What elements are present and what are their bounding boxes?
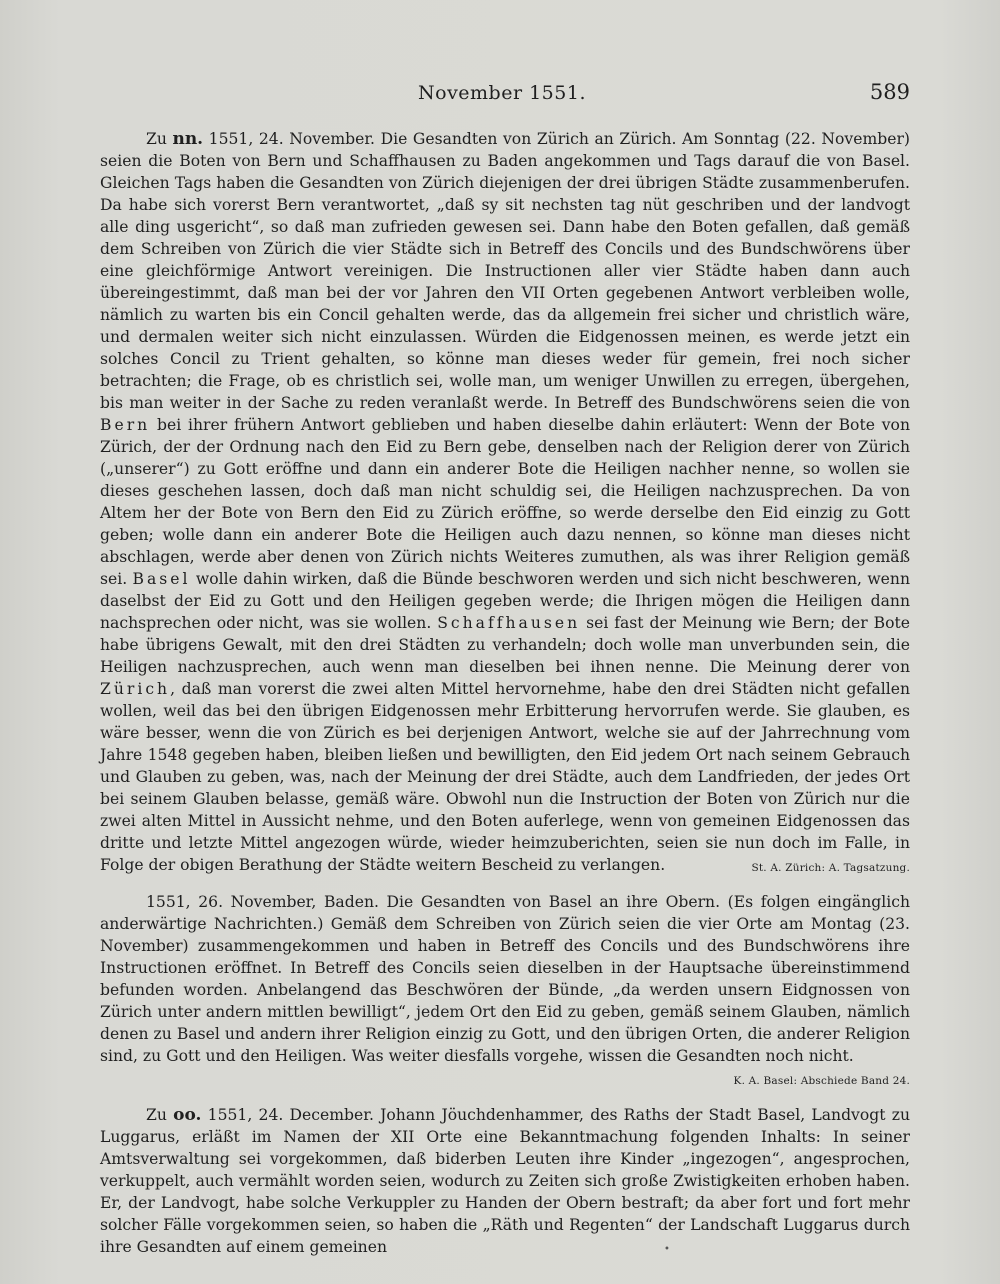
entry-paragraph xyxy=(100,1104,910,1258)
entry-ref: oo. xyxy=(173,1105,202,1125)
spaced-name-bern: Bern xyxy=(100,416,151,434)
printer-mark: • xyxy=(664,1244,670,1255)
entry-prefix: Zu xyxy=(146,1106,174,1124)
page-body xyxy=(100,128,910,1270)
entry-text-part: bei ihrer frühern Antwort geblieben und haben dieselbe dahin erläutert: Wenn der Bote von Zürich, der der Ordnung nach den Eid zu Bern gebe, denselben nach der Religion derer von Zürich („unserer“) zu Gott eröffne und dann ein anderer Bote die Heiligen nachher nenne, so wollen sie dieses geschehen lassen, doch daß man nicht schuldig sei, die Heiligen nachzusprechen. Da von Altem her der Bote von Bern den Eid zu Zürich eröffne, so werde derselbe den Eid einzig zu Gott geben; wolle dann ein anderer Bote die Heiligen auch dazu nennen, so könne man dieses nicht abschlagen, werde aber denen von Zürich nichts Weiteres zumuthen, als was ihrer Religion gemäß sei. xyxy=(100,416,910,588)
source-citation: K. A. Basel: Abschiede Band 24. xyxy=(733,1075,910,1087)
entry-paragraph xyxy=(100,891,910,1087)
page-number: 589 xyxy=(869,80,910,104)
page-header xyxy=(100,82,910,112)
source-citation: St. A. Zürich: A. Tagsatzung. xyxy=(751,862,910,874)
entry-nn xyxy=(100,128,910,879)
entry-text-part: , daß man vorerst die zwei alten Mittel hervornehme, habe den drei Städten nicht gefallen wollen, weil das bei den übrigen Eidgenossen mehr Erbitterung hervorrufen werde. Sie glauben, es wäre besser, wenn die von Zürich es bei derjenigen Antwort, welche sie auf der Jahrrechnung vom Jahre 1548 gegeben haben, bleiben ließen und bewilligten, den Eid jedem Ort nach seinem Gebrauch und Glauben zu geben, was, nach der Meinung der drei Städte, auch dem Landfrieden, der jedes Ort bei seinem Glauben belasse, gemäß wäre. Obwohl nun die Instruction der Boten von Zürich nur die zwei alten Mittel in Aussicht nehme, und den Boten auferlege, wenn von gemeinen Eidgenossen das dritte und letzte Mittel angezogen würde, wieder heimzuberichten, seien sie nun doch im Falle, in Folge der obigen Berathung der Städte weitern Bescheid zu verlangen. xyxy=(100,680,910,874)
spaced-name-basel: Basel xyxy=(132,570,191,588)
entry-oo xyxy=(100,1104,910,1258)
running-head: November 1551. xyxy=(418,82,586,104)
entry-text-part: sei fast der Meinung wie Bern; der Bote habe übrigens Gewalt, mit den drei Städten zu verhandeln; doch wolle man unverbunden sein, die Heiligen nachzusprechen, auch wenn man dieselben bei ihnen nenne. Die Meinung derer von xyxy=(100,614,910,676)
entry-text: 1551, 24. December. Johann Jöuchdenhammer, des Raths der Stadt Basel, Landvogt zu Luggarus, erläßt im Namen der XII Orte eine Bekanntmachung folgenden Inhalts: In seiner Amtsverwaltung sei vorgekommen, daß biderben Leuten ihre Kinder „ingezogen“, angesprochen, verkuppelt, auch vermählt worden seien, wodurch zu Zeiten sich große Zwistigkeiten erhoben haben. Er, der Landvogt, habe solche Verkuppler zu Handen der Obern bestraft; da aber fort und fort mehr solcher Fälle vorgekommen seien, so haben die „Räth und Regenten“ der Landschaft Luggarus durch ihre Gesandten auf einem gemeinen xyxy=(100,1106,910,1256)
spaced-name-schaffhausen: Schaffhausen xyxy=(437,614,581,632)
entry-prefix: Zu xyxy=(146,130,173,148)
entry-text-part: 1551, 24. November. Die Gesandten von Zürich an Zürich. Am Sonntag (22. November) seien die Boten von Bern und Schaffhausen zu Baden angekommen und Tags darauf die von Basel. Gleichen Tags haben die Gesandten von Zürich diejenigen der drei übrigen Städte zusammenberufen. Da habe sich vorerst Bern verantwortet, „daß sy sit nechsten tag nüt geschriben und der landvogt alle ding usgericht“, so daß man zufrieden gewesen sei. Dann habe den Boten gefallen, daß gemäß dem Schreiben von Zürich die vier Städte sich in Betreff des Concils und des Bundschwörens über eine gleichförmige Antwort vereinigen. Die Instructionen aller vier Städte haben dann auch übereingestimmt, daß man bei der vor Jahren den VII Orten gegebenen Antwort verbleiben wolle, nämlich zu warten bis ein Concil gehalten werde, das da allgemein frei sicher und christlich wäre, und dermalen weiter sich nicht einzulassen. Würden die Eidgenossen meinen, es werde jetzt ein solches Concil zu Trient gehalten, so könne man dieses weder für gemein, frei noch sicher betrachten; die Frage, ob es christlich sei, wolle man, um weniger Unwillen zu erregen, übergehen, bis man weiter in der Sache zu reden veranlaßt werde. In Betreff des Bundschwörens seien die von xyxy=(100,130,910,412)
spaced-name-zuerich: Zürich xyxy=(100,680,171,698)
entry-text: 1551, 26. November, Baden. Die Gesandten von Basel an ihre Obern. (Es folgen eingänglich anderwärtige Nachrichten.) Gemäß dem Schreiben von Zürich seien die vier Orte am Montag (23. November) zusammengekommen und haben in Betreff des Concils und des Bundschwörens ihre Instructionen eröffnet. In Betreff des Concils seien dieselben in der Hauptsache übereinstimmend befunden worden. Anbelangend das Beschwören der Bünde, „da werden unsern Eidgnossen von Zürich unter andern mittlen bewilligt“, jedem Ort den Eid zu geben, gemäß seinem Glauben, nämlich denen zu Basel und andern ihrer Religion einzig zu Gott, und den übrigen Orten, die anderer Religion sind, zu Gott und den Heiligen. Was weiter diesfalls vorgehe, wissen die Gesandten noch nicht. xyxy=(100,893,910,1065)
entry-text-part: wolle dahin wirken, daß die Bünde beschworen werden und sich nicht beschweren, wenn daselbst der Eid zu Gott und den Heiligen gegeben werde; die Ihrigen mögen die Heiligen dann nachsprechen oder nicht, was sie wollen. xyxy=(100,570,910,632)
entry-ref: nn. xyxy=(172,129,204,149)
entry-basel-letter xyxy=(100,891,910,1092)
entry-paragraph xyxy=(100,128,910,876)
